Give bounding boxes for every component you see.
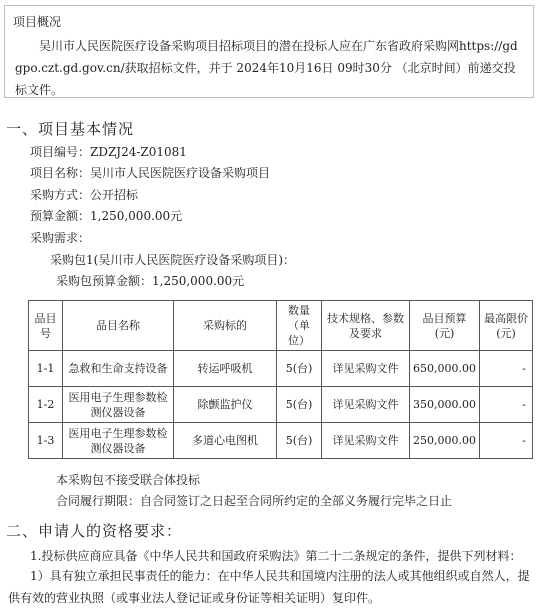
cell-quantity: 5(台) — [277, 387, 322, 423]
cell-item-name: 医用电子生理参数检测仪器设备 — [63, 423, 174, 459]
table-row — [29, 387, 533, 423]
header-quantity: 数量（单位） — [277, 301, 322, 351]
cell-max-price: - — [480, 423, 533, 459]
qualification-item-1: 1.投标供应商应具备《中华人民共和国政府采购法》第二十二条规定的条件，提供下列材料： — [30, 549, 522, 563]
cell-subject: 转运呼吸机 — [174, 351, 277, 387]
project-name: 项目名称：吴川市人民医院医疗设备采购项目 — [30, 166, 271, 180]
cell-item-name: 医用电子生理参数检测仪器设备 — [63, 387, 174, 423]
overview-body: 吴川市人民医院医疗设备采购项目招标项目的潜在投标人应在广东省政府采购网https://gdgpo.czt.gd.gov.cn/获取招标文件，并于 2024年10月16日 09时30分 （北京时间）前递交投标文件。 — [15, 39, 518, 97]
header-specs: 技术规格、参数及要求 — [322, 301, 410, 351]
header-item-name: 品目名称 — [63, 301, 174, 351]
contract-period: 合同履行期限：自合同签订之日起至合同所约定的全部义务履行完毕之日止 — [56, 494, 453, 508]
section1-heading: 一、项目基本情况 — [6, 120, 135, 138]
cell-budget: 350,000.00 — [410, 387, 480, 423]
cell-specs: 详见采购文件 — [322, 351, 410, 387]
cell-item-no: 1-3 — [29, 423, 63, 459]
header-budget: 品目预算(元) — [410, 301, 480, 351]
cell-specs: 详见采购文件 — [322, 423, 410, 459]
table-header-row — [29, 301, 533, 351]
no-consortium-note: 本采购包不接受联合体投标 — [56, 473, 201, 487]
header-subject: 采购标的 — [174, 301, 277, 351]
table-row — [29, 423, 533, 459]
cell-max-price: - — [480, 387, 533, 423]
procurement-demand: 采购需求： — [30, 231, 91, 245]
header-max-price: 最高限价(元) — [480, 301, 533, 351]
cell-specs: 详见采购文件 — [322, 387, 410, 423]
cell-item-no: 1-2 — [29, 387, 63, 423]
overview-title: 项目概况 — [13, 15, 62, 29]
cell-max-price: - — [480, 351, 533, 387]
header-item-no: 品目号 — [29, 301, 63, 351]
procurement-method: 采购方式：公开招标 — [30, 188, 139, 202]
cell-item-name: 急救和生命支持设备 — [63, 351, 174, 387]
cell-quantity: 5(台) — [277, 423, 322, 459]
cell-quantity: 5(台) — [277, 351, 322, 387]
package-title: 采购包1(吴川市人民医院医疗设备采购项目)： — [50, 253, 295, 267]
cell-item-no: 1-1 — [29, 351, 63, 387]
project-number: 项目编号：ZDZJ24-Z01081 — [30, 145, 187, 159]
cell-subject: 除颤监护仪 — [174, 387, 277, 423]
section2-heading: 二、申请人的资格要求： — [6, 522, 183, 540]
cell-budget: 650,000.00 — [410, 351, 480, 387]
qualification-item-1-1: 1）具有独立承担民事责任的能力：在中华人民共和国境内注册的法人或其他组织或自然人，提供有效的营业执照（或事业法人登记证或身份证等相关证明）复印件。 — [8, 569, 530, 605]
project-overview-box — [4, 5, 534, 98]
budget-amount: 预算金额：1,250,000.00元 — [30, 209, 183, 223]
table-row — [29, 351, 533, 387]
items-table — [28, 300, 533, 459]
cell-budget: 250,000.00 — [410, 423, 480, 459]
cell-subject: 多道心电图机 — [174, 423, 277, 459]
package-budget: 采购包预算金额：1,250,000.00元 — [56, 274, 245, 288]
